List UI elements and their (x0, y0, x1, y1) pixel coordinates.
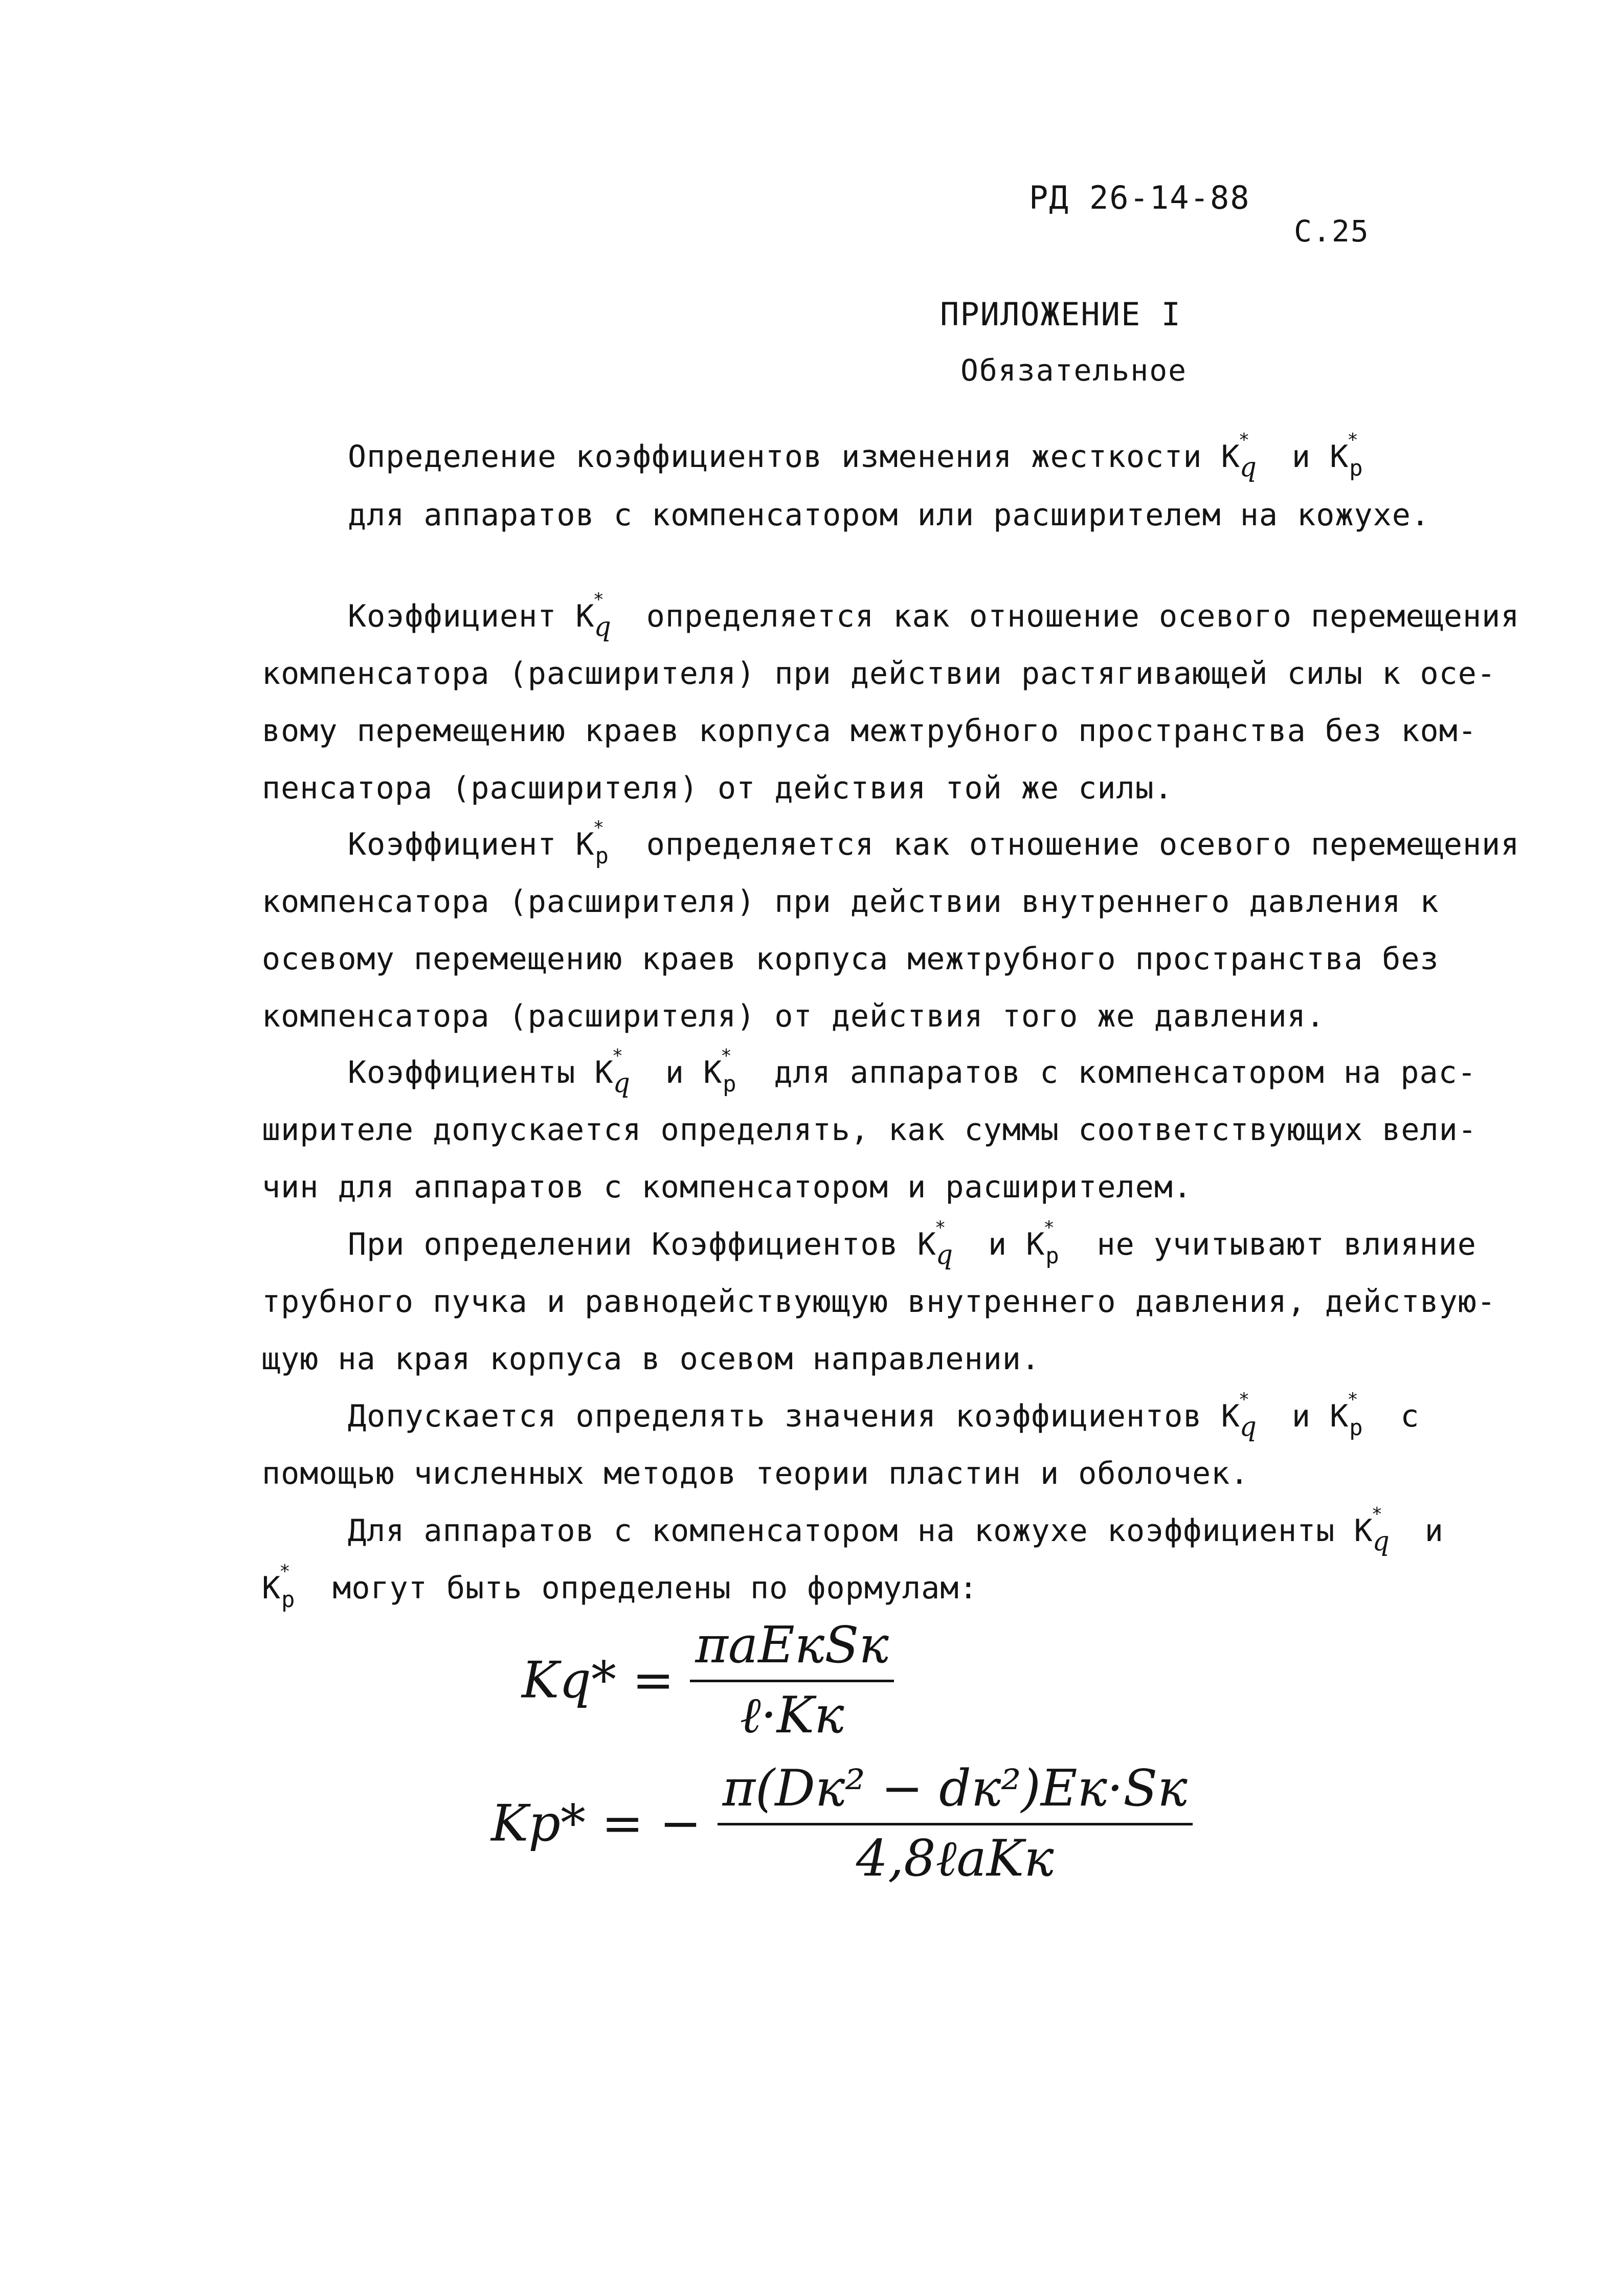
formula-kq-denominator: ℓ·Kк (740, 1686, 844, 1745)
p2-line-1: Коэффициент К * р определяется как отношение осевого перемещения (348, 817, 1520, 869)
k-p-symbol: К * р (575, 817, 609, 869)
p6-line-2: К * р могут быть определены по формулам: (262, 1561, 978, 1613)
formula-kp-denominator: 4,8ℓaKк (856, 1830, 1054, 1888)
p4-line-2: трубного пучка и равнодействующую внутреннего давления, действую- (262, 1284, 1496, 1320)
document-code: РД 26-14-88 (1029, 179, 1250, 216)
p4-line-1: При определении Коэффициентов К * q и К * р не учитывают влияние (348, 1217, 1476, 1270)
formula-kp-fraction (718, 1759, 1193, 1888)
p1-line-2: компенсатора (расширителя) при действии растягивающей силы к осе- (262, 656, 1496, 692)
k-q-symbol: К * q (917, 1217, 953, 1270)
p2-line-2: компенсатора (расширителя) при действии внутреннего давления к (262, 884, 1439, 920)
p1-line-4: пенсатора (расширителя) от действия той же силы. (262, 770, 1173, 806)
p3-line-1: Коэффициенты К * q и К * р для аппаратов с компенсатором на рас- (348, 1045, 1476, 1099)
p5-line-1: Допускается определять значения коэффициентов К * q и К * р с (348, 1389, 1420, 1442)
k-p-symbol: К * р (1330, 430, 1363, 481)
k-q-symbol: К * q (575, 589, 612, 642)
p4-line-3: щую на края корпуса в осевом направлении. (262, 1341, 1041, 1377)
p2-line-4: компенсатора (расширителя) от действия того же давления. (262, 998, 1325, 1034)
page-number: С.25 (1294, 214, 1370, 249)
formula-kp-lhs: Kp* = − (491, 1794, 702, 1853)
k-q-symbol: К * q (1221, 1389, 1257, 1442)
formula-kq (522, 1616, 894, 1745)
heading-and: и (1291, 439, 1311, 475)
p3-line-3: чин для аппаратов с компенсатором и расширителем. (262, 1169, 1193, 1205)
k-q-symbol: К * q (1221, 430, 1257, 483)
p1-line-1: Коэффициент К * q определяется как отношение осевого перемещения (348, 589, 1520, 642)
formula-kq-fraction (690, 1616, 894, 1745)
section-heading-line-2: для аппаратов с компенсатором или расширителем на кожухе. (348, 497, 1430, 533)
p2-line-3: осевому перемещению краев корпуса межтрубного пространства без (262, 941, 1439, 977)
formula-kp (491, 1759, 1193, 1888)
formula-kq-lhs: Kq* = (522, 1651, 675, 1710)
p5-line-2: помощью численных методов теории пластин и оболочек. (262, 1456, 1249, 1491)
p1-line-3: вому перемещению краев корпуса межтрубного пространства без ком- (262, 713, 1477, 749)
k-q-symbol: К * q (594, 1045, 631, 1099)
p6-line-1: Для аппаратов с компенсатором на кожухе коэффициенты К * q и (348, 1504, 1444, 1557)
formula-kp-numerator: π(Dк² − dк²)Eк·Sк (718, 1759, 1193, 1825)
k-p-symbol: К * р (1026, 1217, 1060, 1269)
p3-line-2: ширителе допускается определять, как суммы соответствующих вели- (262, 1112, 1477, 1148)
formula-kq-numerator: πaEкSк (690, 1616, 894, 1682)
k-q-symbol: К * q (1354, 1504, 1390, 1557)
k-p-symbol: К * р (262, 1561, 296, 1613)
k-p-symbol: К * р (1330, 1389, 1363, 1441)
appendix-title: ПРИЛОЖЕНИЕ I (940, 296, 1181, 333)
appendix-status: Обязательное (960, 353, 1188, 388)
section-heading-line-1 (348, 430, 1381, 483)
k-p-symbol: К * р (703, 1045, 737, 1097)
heading-text: Определение коэффициентов изменения жесткости (348, 439, 1202, 475)
